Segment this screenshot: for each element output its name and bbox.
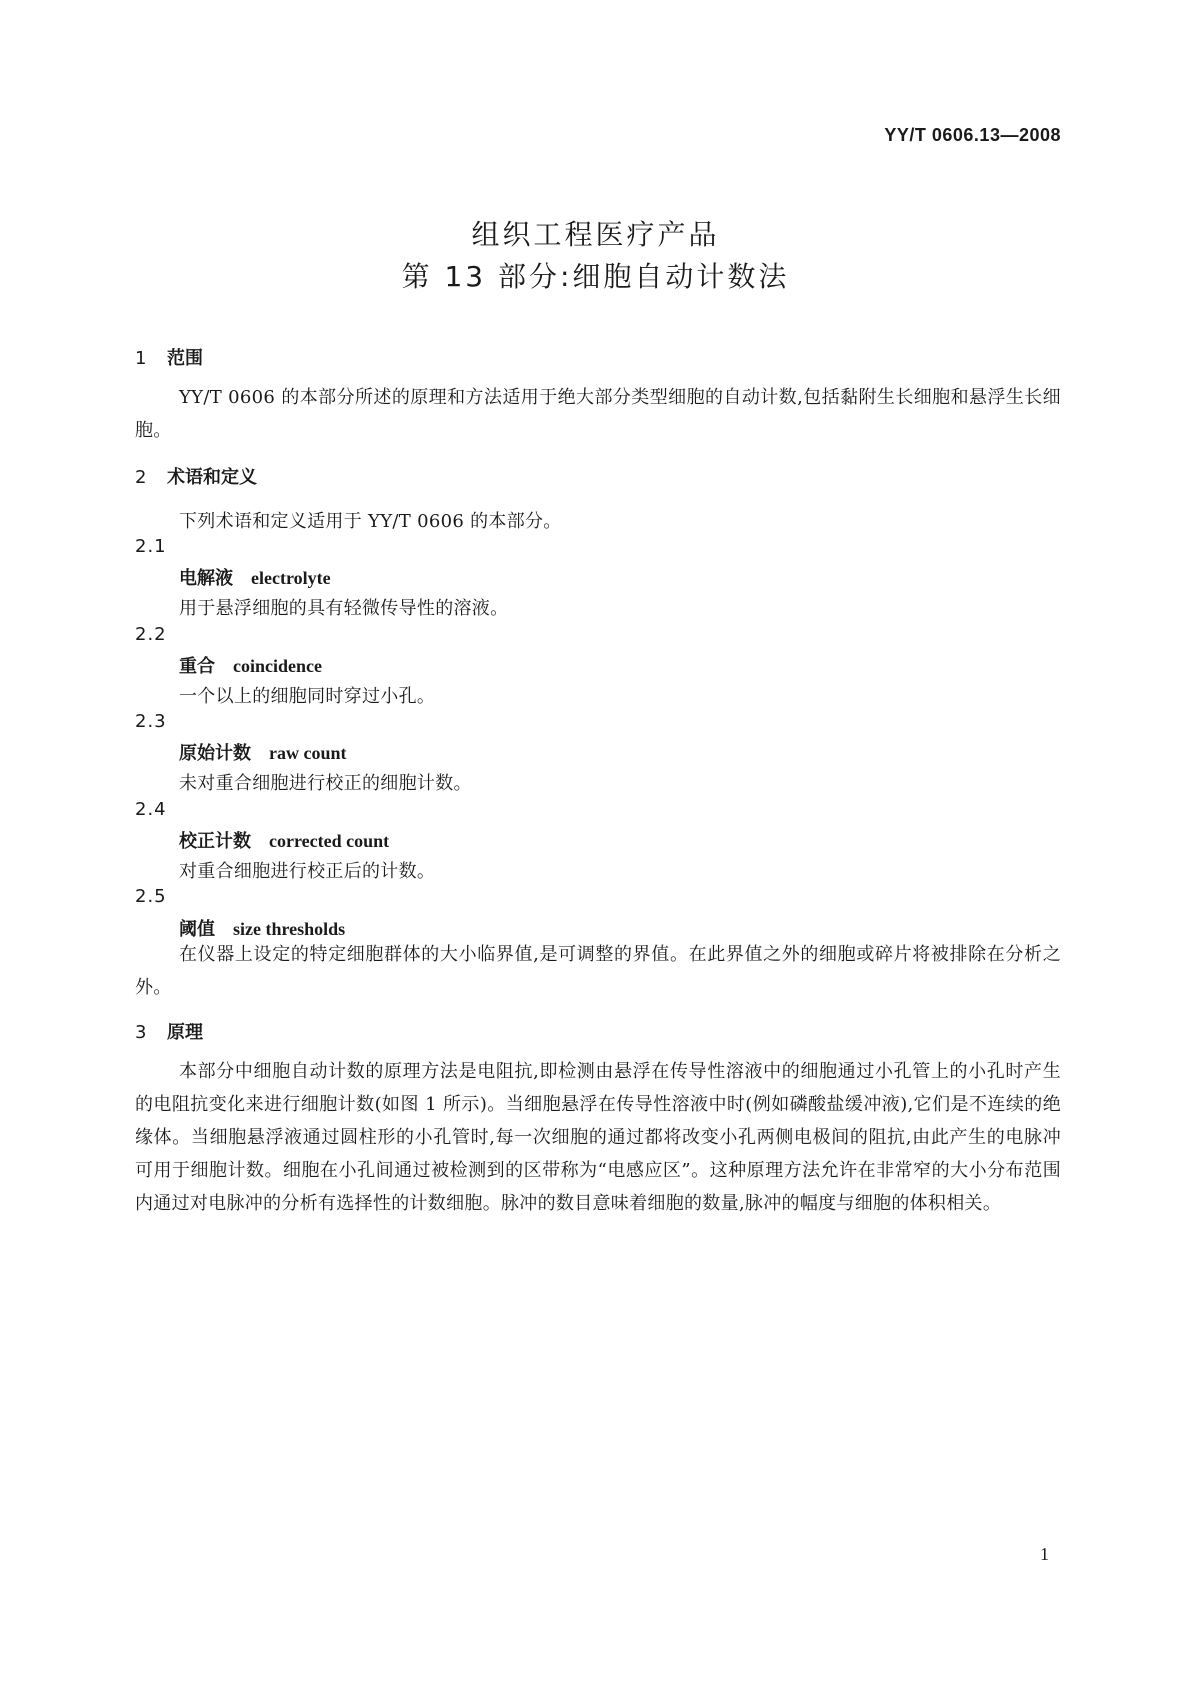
- section-number: 2: [135, 467, 147, 488]
- term-number: 2.3: [135, 711, 167, 732]
- term-title: [179, 827, 389, 853]
- term-definition: 对重合细胞进行校正后的计数。: [179, 861, 436, 882]
- term-zh: 电解液: [179, 568, 233, 589]
- scope-paragraph: YY/T 0606 的本部分所述的原理和方法适用于绝大部分类型细胞的自动计数,包括黏附生长细胞和悬浮生长细胞。: [135, 387, 1061, 441]
- section-number: 3: [135, 1022, 147, 1043]
- section-heading-scope: [135, 344, 203, 370]
- term-number: 2.5: [135, 886, 167, 907]
- term-en: size thresholds: [233, 919, 346, 939]
- document-title-line1: 组织工程医疗产品: [471, 218, 720, 251]
- standard-code: YY/T 0606.13—2008: [884, 125, 1061, 145]
- term-en: raw count: [269, 743, 347, 763]
- term-number: 2.2: [135, 624, 167, 645]
- term-definition: 未对重合细胞进行校正的细胞计数。: [179, 773, 472, 794]
- document-title-line2: 第 13 部分:细胞自动计数法: [401, 260, 790, 293]
- term-title: [179, 564, 331, 590]
- term-en: electrolyte: [251, 568, 331, 588]
- term-zh: 校正计数: [179, 831, 251, 852]
- term-title: [179, 739, 347, 765]
- term-title: [179, 652, 322, 678]
- term-zh: 阈值: [179, 919, 215, 940]
- term-en: corrected count: [269, 831, 390, 851]
- section-title: 原理: [167, 1022, 203, 1043]
- terms-intro: 下列术语和定义适用于 YY/T 0606 的本部分。: [179, 511, 562, 532]
- section-title: 术语和定义: [167, 467, 257, 488]
- term-en: coincidence: [233, 656, 322, 676]
- term-zh: 重合: [179, 656, 215, 677]
- term-definition: 一个以上的细胞同时穿过小孔。: [179, 686, 436, 707]
- section-number: 1: [135, 348, 147, 369]
- term-definition: 用于悬浮细胞的具有轻微传导性的溶液。: [179, 598, 509, 619]
- principle-paragraph: 本部分中细胞自动计数的原理方法是电阻抗,即检测由悬浮在传导性溶液中的细胞通过小孔管上的小孔时产生的电阻抗变化来进行细胞计数(如图 1 所示)。当细胞悬浮在传导性溶液中时(例如磷酸盐缓冲液),它们是不连续的绝缘体。当细胞悬浮液通过圆柱形的小孔管时,每一次细胞的通过都将改变小孔两侧电极间的阻抗,由此产生的电脉冲可用于细胞计数。细胞在小孔间通过被检测到的区带称为“电感应区”。这种原理方法允许在非常窄的大小分布范围内通过对电脉冲的分析有选择性的计数细胞。脉冲的数目意味着细胞的数量,脉冲的幅度与细胞的体积相关。: [135, 1061, 1061, 1214]
- term-zh: 原始计数: [179, 743, 251, 764]
- section-title: 范围: [167, 348, 203, 369]
- page-number: 1: [1040, 1544, 1049, 1564]
- term-number: 2.4: [135, 799, 167, 820]
- section-heading-terms: [135, 463, 257, 489]
- term-definition: 在仪器上设定的特定细胞群体的大小临界值,是可调整的界值。在此界值之外的细胞或碎片将被排除在分析之外。: [135, 944, 1061, 998]
- term-number: 2.1: [135, 536, 167, 557]
- section-heading-principle: [135, 1018, 203, 1044]
